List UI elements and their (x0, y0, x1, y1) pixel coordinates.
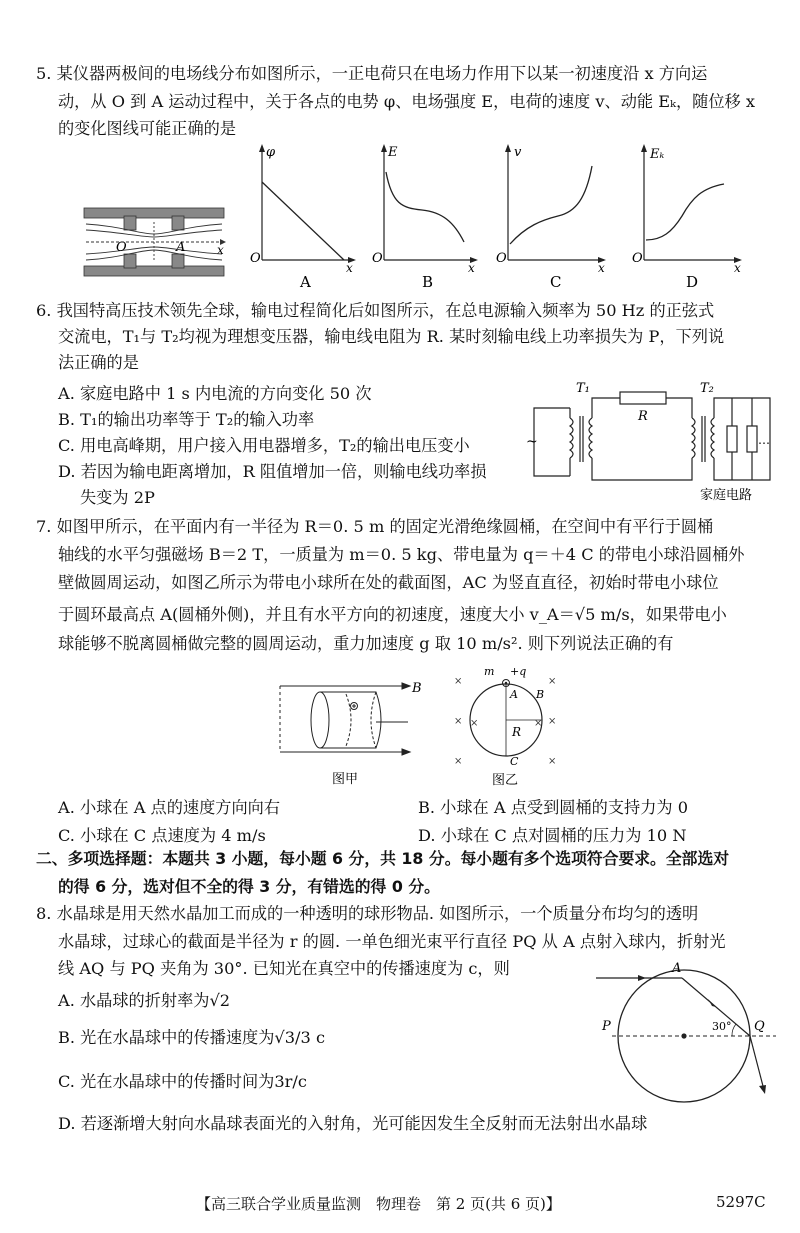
q7-option-a: A. 小球在 A 点的速度方向向右 (58, 798, 281, 817)
q5-graph-a (250, 144, 360, 289)
r-label: R (638, 409, 648, 424)
q5-graph-d (632, 144, 747, 289)
q5-graph-c (496, 144, 611, 289)
graph-a-origin: O (250, 251, 261, 266)
angle-label: 30° (712, 1020, 732, 1033)
point-a-label: A (510, 688, 518, 701)
graph-b-ylabel: E (388, 145, 398, 160)
q6-circuit-diagram (520, 380, 780, 506)
point-c-label: C (510, 755, 519, 768)
q8-crystal-ball-diagram (596, 958, 786, 1108)
q6-option-a: A. 家庭电路中 1 s 内电流的方向变化 50 次 (58, 384, 372, 403)
q8-line-2: 水晶球，过球心的截面是半径为 r 的圆. 一单色细光束平行直径 PQ 从 A 点射入球内，折射光 (58, 932, 726, 951)
q5-field-apparatus (80, 204, 230, 280)
graph-c-option: C (550, 273, 562, 291)
q6-option-b: B. T₁的输出功率等于 T₂的输入功率 (58, 410, 315, 429)
q6-option-d-cont: 失变为 2P (80, 488, 155, 507)
graph-b-origin: O (372, 251, 383, 266)
q6-line-2: 交流电，T₁与 T₂均视为理想变压器，输电线电阻为 R. 某时刻输电线上功率损失为 P，下列说 (58, 327, 725, 346)
ac-source-icon: ~ (526, 434, 538, 450)
field-origin-label: O (116, 240, 127, 255)
q7-option-b: B. 小球在 A 点受到圆桶的支持力为 0 (418, 798, 689, 817)
charge-label: +q (510, 665, 527, 678)
q7-line-1: 7. 如图甲所示，在平面内有一半径为 R＝0. 5 m 的固定光滑绝缘圆桶，在空间中有平行于圆桶 (36, 517, 714, 536)
q7-line-3: 壁做圆周运动，如图乙所示为带电小球所在处的截面图，AC 为竖直直径，初始时带电小球位 (58, 573, 719, 592)
field-b-label: B (412, 681, 422, 696)
q8-option-a: A. 水晶球的折射率为√2 (58, 991, 231, 1010)
figure-a-caption: 图甲 (332, 772, 359, 787)
home-circuit-label: 家庭电路 (700, 488, 753, 503)
q5-line-2: 动，从 O 到 A 运动过程中，关于各点的电势 φ、电场强度 E，电荷的速度 v、动能 Eₖ，随位移 x (58, 92, 755, 111)
section-b-label: B (536, 688, 545, 701)
graph-a-xlabel: x (346, 261, 353, 275)
graph-c-ylabel: v (514, 145, 522, 160)
footer-code: 5297C (716, 1193, 766, 1211)
q7-line-4: 于圆环最高点 A(圆桶外侧)，并且有水平方向的初速度，速度大小 v_A＝√5 m/s，如果带电小 (58, 605, 727, 624)
svg-text:×: × (548, 756, 557, 767)
point-q-label: Q (754, 1019, 765, 1034)
q6-option-c: C. 用电高峰期，用户接入用电器增多，T₂的输出电压变小 (58, 436, 470, 455)
q6-line-3: 法正确的是 (58, 353, 139, 372)
q8-line-1: 8. 水晶球是用天然水晶加工而成的一种透明的球形物品. 如图所示，一个质量分布均匀的透明 (36, 904, 699, 923)
q7-figure-b-section (454, 666, 564, 788)
q6-option-d: D. 若因为输电距离增加，R 阻值增加一倍，则输电线功率损 (58, 462, 487, 481)
graph-c-xlabel: x (598, 261, 605, 275)
q6-line-1: 6. 我国特高压技术领先全球，输电过程简化后如图所示，在总电源输入频率为 50 Hz 的正弦式 (36, 301, 715, 320)
t2-label: T₂ (700, 381, 714, 396)
q7-figure-a-cylinder (276, 668, 436, 788)
graph-d-origin: O (632, 251, 643, 266)
q8-option-d: D. 若逐渐增大射向水晶球表面光的入射角，光可能因发生全反射而无法射出水晶球 (58, 1114, 648, 1133)
svg-text:×: × (534, 718, 543, 729)
graph-d-option: D (686, 273, 699, 291)
q5-line-3: 的变化图线可能正确的是 (58, 119, 237, 138)
svg-text:×: × (470, 718, 479, 729)
mass-label: m (484, 665, 495, 678)
graph-d-curve (646, 184, 724, 240)
svg-text:×: × (548, 676, 557, 687)
graph-a-option: A (300, 273, 311, 291)
radius-label: R (512, 725, 522, 739)
point-a-label: A (672, 961, 682, 976)
graph-b-option: B (422, 273, 434, 291)
load-dots: … (758, 433, 770, 447)
q8-line-3: 线 AQ 与 PQ 夹角为 30°. 已知光在真空中的传播速度为 c，则 (58, 959, 510, 978)
svg-text:×: × (454, 716, 463, 727)
point-p-label: P (602, 1019, 611, 1034)
q7-line-5: 球能够不脱离圆桶做完整的圆周运动，重力加速度 g 取 10 m/s². 则下列说法正确的有 (58, 634, 674, 653)
graph-b-xlabel: x (468, 261, 475, 275)
graph-a-curve (262, 182, 344, 260)
graph-a-ylabel: φ (266, 145, 276, 160)
svg-text:×: × (454, 676, 463, 687)
section2-heading-line-2: 的得 6 分，选对但不全的得 3 分，有错选的得 0 分。 (58, 877, 440, 896)
field-a-label: A (176, 240, 186, 255)
graph-d-ylabel: Eₖ (650, 147, 665, 162)
section2-heading-line-1: 二、多项选择题：本题共 3 小题，每小题 6 分，共 18 分。每小题有多个选项符合要求。全部选对 (36, 849, 730, 868)
footer-title: 【高三联合学业质量监测 物理卷 第 2 页(共 6 页)】 (196, 1195, 561, 1213)
graph-d-xlabel: x (734, 261, 741, 275)
svg-text:×: × (548, 716, 557, 727)
q7-line-2: 轴线的水平匀强磁场 B＝2 T，一质量为 m＝0. 5 kg、带电量为 q＝＋4 C 的带电小球沿圆桶外 (58, 545, 745, 564)
graph-c-origin: O (496, 251, 507, 266)
q8-option-b: B. 光在水晶球中的传播速度为√3/3 c (58, 1028, 326, 1047)
q7-option-d: D. 小球在 C 点对圆桶的压力为 10 N (418, 826, 687, 845)
q7-option-c: C. 小球在 C 点速度为 4 m/s (58, 826, 266, 845)
t1-label: T₁ (576, 381, 590, 396)
graph-c-curve (510, 166, 592, 244)
graph-b-curve (386, 172, 464, 242)
svg-text:×: × (454, 756, 463, 767)
figure-b-caption: 图乙 (492, 773, 519, 788)
q5-line-1: 5. 某仪器两极间的电场线分布如图所示，一正电荷只在电场力作用下以某一初速度沿 x 方向运 (36, 64, 708, 83)
q8-option-c: C. 光在水晶球中的传播时间为3r/c (58, 1072, 307, 1091)
q5-graph-b (372, 144, 482, 289)
field-x-label: x (217, 243, 224, 257)
